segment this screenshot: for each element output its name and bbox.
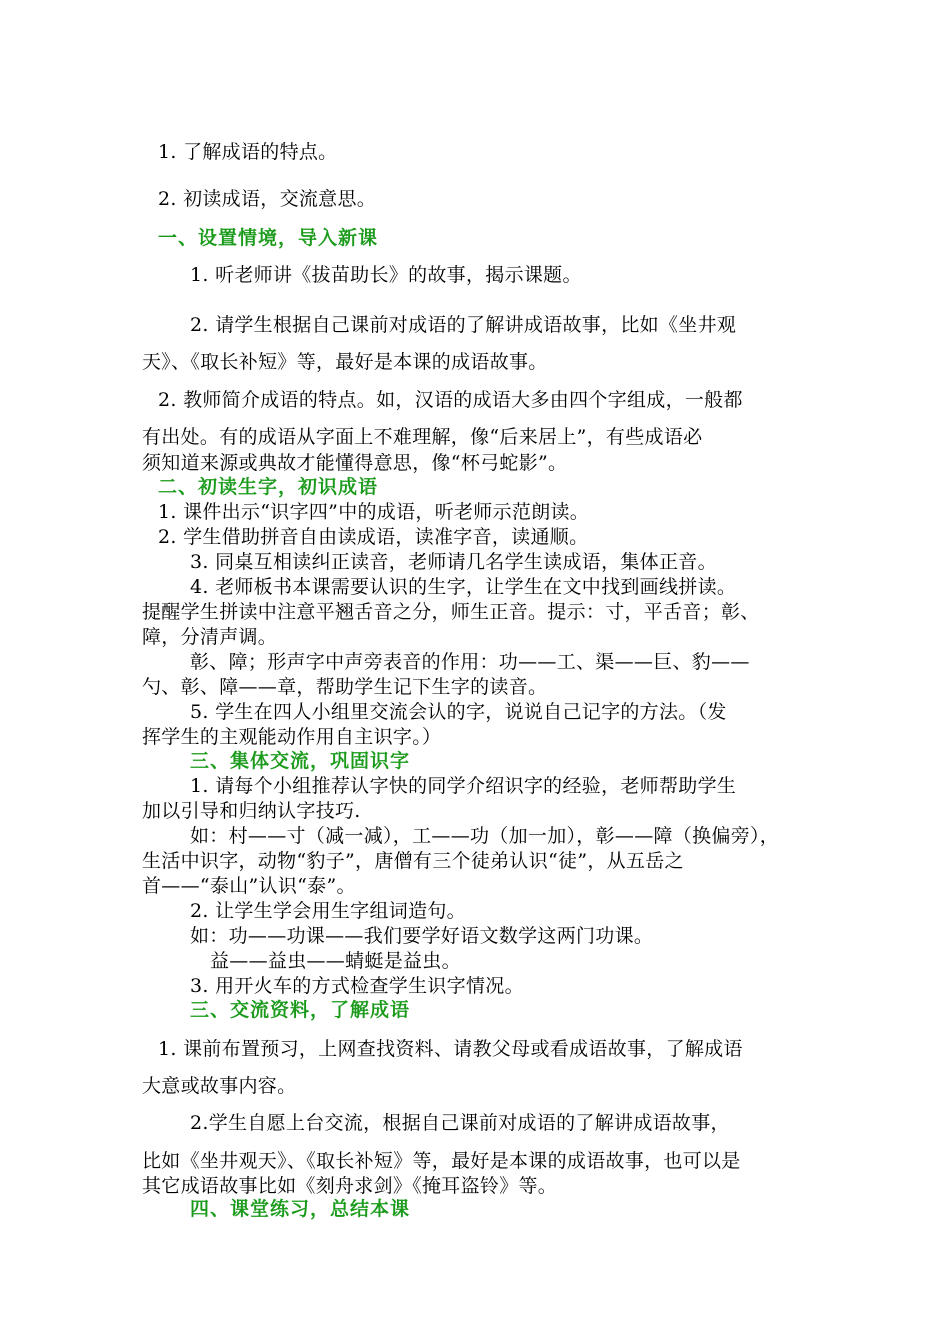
text-line: 比如《坐井观天》、《取长补短》等，最好是本课的成语故事，也可以是 xyxy=(142,1150,741,1172)
text-line: 2. 学生借助拼音自由读成语，读准字音，读通顺。 xyxy=(158,526,589,548)
text-line: 2. 请学生根据自己课前对成语的了解讲成语故事，比如《坐井观 xyxy=(190,314,737,336)
text-line: 天》、《取长补短》等，最好是本课的成语故事。 xyxy=(142,351,548,373)
text-line: 障，分清声调。 xyxy=(142,626,278,648)
text-line: 彰、障；形声字中声旁表音的作用：功——工、渠——巨、豹—— xyxy=(190,651,750,673)
text-line: 如：村——寸（减一减），工——功（加一加），彰——障（换偏旁）， xyxy=(190,825,780,847)
section-heading: 三、交流资料，了解成语 xyxy=(190,999,411,1021)
text-line: 其它成语故事比如《刻舟求剑》《掩耳盗铃》等。 xyxy=(142,1175,558,1197)
text-line: 挥学生的主观能动作用自主识字。） xyxy=(142,726,442,748)
text-line: 3. 同桌互相读纠正读音，老师请几名学生读成语，集体正音。 xyxy=(190,551,717,573)
text-line: 有出处。有的成语从字面上不难理解，像“后来居上”，有些成语必 xyxy=(142,426,703,448)
text-line: 加以引导和归纳认字技巧. xyxy=(142,800,361,822)
text-line: 益——益虫——蜻蜓是益虫。 xyxy=(210,950,461,972)
text-line: 1. 请每个小组推荐认字快的同学介绍识字的经验，老师帮助学生 xyxy=(190,775,737,797)
section-heading: 二、初读生字，初识成语 xyxy=(158,476,379,498)
text-line: 2.学生自愿上台交流，根据自己课前对成语的了解讲成语故事， xyxy=(190,1112,730,1134)
text-line: 须知道来源或典故才能懂得意思，像“杯弓蛇影”。 xyxy=(142,452,568,474)
text-line: 1. 了解成语的特点。 xyxy=(158,141,338,163)
section-heading: 三、集体交流，巩固识字 xyxy=(190,750,411,772)
text-line: 5. 学生在四人小组里交流会认的字，说说自己记字的方法。（发 xyxy=(190,701,727,723)
text-line: 提醒学生拼读中注意平翘舌音之分，师生正音。提示：寸，平舌音；彰、 xyxy=(142,601,760,623)
text-line: 2. 教师简介成语的特点。如，汉语的成语大多由四个字组成，一般都 xyxy=(158,389,743,411)
section-heading: 一、设置情境，导入新课 xyxy=(158,227,379,249)
text-line: 2. 让学生学会用生字组词造句。 xyxy=(190,900,466,922)
section-heading: 四、课堂练习，总结本课 xyxy=(190,1198,411,1220)
text-line: 如：功——功课——我们要学好语文数学这两门功课。 xyxy=(190,925,654,947)
text-line: 勺、彰、障——章，帮助学生记下生字的读音。 xyxy=(142,676,548,698)
text-line: 1. 课件出示“识字四”中的成语，听老师示范朗读。 xyxy=(158,501,590,523)
text-line: 生活中识字，动物“豹子”，唐僧有三个徒弟认识“徒”，从五岳之 xyxy=(142,850,684,872)
text-line: 1. 听老师讲《拔苗助长》的故事，揭示课题。 xyxy=(190,264,582,286)
text-line: 3. 用开火车的方式检查学生识字情况。 xyxy=(190,975,524,997)
text-line: 首——“泰山”认识“泰”。 xyxy=(142,875,356,897)
text-line: 大意或故事内容。 xyxy=(142,1075,297,1097)
text-line: 4. 老师板书本课需要认识的生字，让学生在文中找到画线拼读。 xyxy=(190,576,737,598)
text-line: 1. 课前布置预习，上网查找资料、请教父母或看成语故事，了解成语 xyxy=(158,1038,743,1060)
text-line: 2. 初读成语，交流意思。 xyxy=(158,188,377,210)
